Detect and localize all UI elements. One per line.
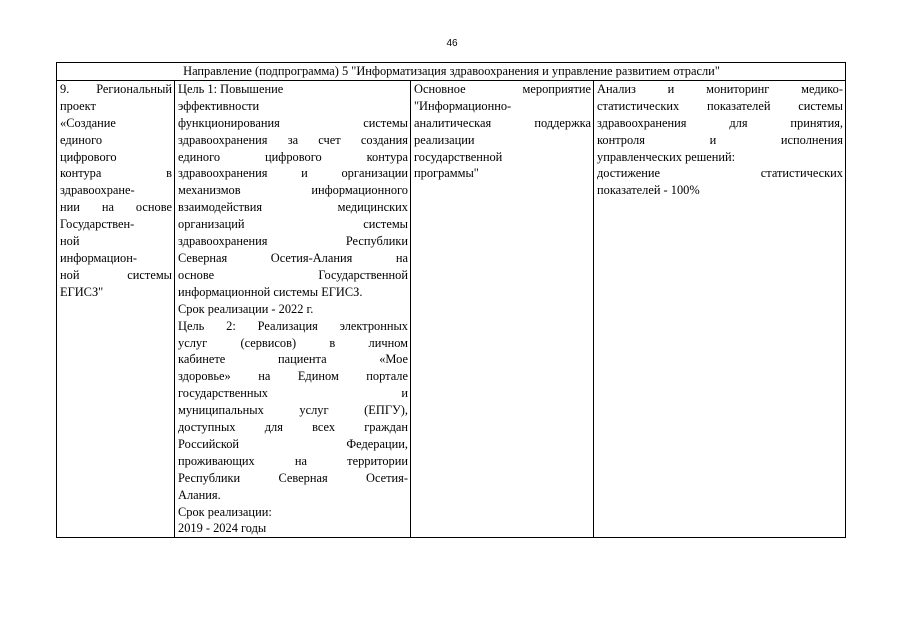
text-line: показателей - 100%: [597, 183, 700, 198]
text-line: взаимодействия медицинских: [178, 200, 408, 215]
indicator-text: [597, 81, 843, 199]
text-line: информацион-: [60, 250, 137, 265]
text-line: Срок реализации - 2022 г.: [178, 301, 314, 316]
text-line: здравоохранения Республики: [178, 234, 408, 249]
text-line: контроля и исполнения: [597, 132, 843, 147]
text-line: контура в: [60, 166, 172, 181]
page-number: 46: [446, 38, 458, 49]
main-activity-text: [414, 81, 591, 182]
text-line: здравоохранения и организации: [178, 166, 408, 181]
text-line: здравоохранения для принятия,: [597, 115, 843, 130]
text-line: достижение статистических: [597, 166, 843, 181]
direction-row: [57, 63, 846, 81]
text-line: кабинете пациента «Мое: [178, 352, 408, 367]
text-line: Срок реализации:: [178, 504, 272, 519]
text-line: программы": [414, 166, 479, 181]
project-name-text: [60, 81, 172, 301]
text-line: Основное мероприятие: [414, 81, 591, 96]
text-line: доступных для всех граждан: [178, 420, 408, 435]
text-line: «Создание: [60, 115, 116, 130]
text-line: механизмов информационного: [178, 183, 408, 198]
text-line: основе Государственной: [178, 267, 408, 282]
text-line: функционирования системы: [178, 115, 408, 130]
text-line: цифрового: [60, 149, 117, 164]
text-line: ной: [60, 234, 80, 249]
direction-cell: Направление (подпрограмма) 5 "Информатизация здравоохранения и управление развитием отрасли": [57, 63, 846, 81]
text-line: ЕГИСЗ": [60, 284, 104, 299]
goals-cell: [175, 80, 411, 537]
text-line: реализации: [414, 132, 475, 147]
text-line: управленческих решений:: [597, 149, 736, 164]
text-line: Российской Федерации,: [178, 436, 408, 451]
text-line: единого: [60, 132, 103, 147]
goals-text: [178, 81, 408, 537]
text-line: статистических показателей системы: [597, 98, 843, 113]
program-table: [56, 62, 846, 538]
text-line: государственной: [414, 149, 503, 164]
text-line: Северная Осетия-Алания на: [178, 250, 408, 265]
text-line: здравоохранения за счет создания: [178, 132, 408, 147]
text-line: здравоохране-: [60, 183, 135, 198]
text-line: Цель 1: Повышение: [178, 81, 284, 96]
text-line: Алания.: [178, 487, 221, 502]
project-name-cell: [57, 80, 175, 537]
text-line: 9. Региональный: [60, 81, 172, 96]
text-line: 2019 - 2024 годы: [178, 521, 267, 536]
text-line: Цель 2: Реализация электронных: [178, 318, 408, 333]
text-line: аналитическая поддержка: [414, 115, 591, 130]
text-line: услуг (сервисов) в личном: [178, 335, 408, 350]
text-line: проект: [60, 98, 96, 113]
text-line: Анализ и мониторинг медико-: [597, 81, 843, 96]
text-line: ной системы: [60, 267, 172, 282]
text-line: Республики Северная Осетия-: [178, 470, 408, 485]
text-line: проживающих на территории: [178, 453, 408, 468]
text-line: единого цифрового контура: [178, 149, 408, 164]
text-line: муниципальных услуг (ЕПГУ),: [178, 403, 408, 418]
text-line: нии на основе: [60, 200, 172, 215]
text-line: организаций системы: [178, 217, 408, 232]
main-activity-cell: [411, 80, 594, 537]
text-line: здоровье» на Едином портале: [178, 369, 408, 384]
text-line: "Информационно-: [414, 98, 512, 113]
text-line: информационной системы ЕГИСЗ.: [178, 284, 363, 299]
text-line: Государствен-: [60, 217, 135, 232]
text-line: государственных и: [178, 386, 408, 401]
indicator-cell: [594, 80, 846, 537]
table-row: [57, 80, 846, 537]
text-line: эффективности: [178, 98, 260, 113]
